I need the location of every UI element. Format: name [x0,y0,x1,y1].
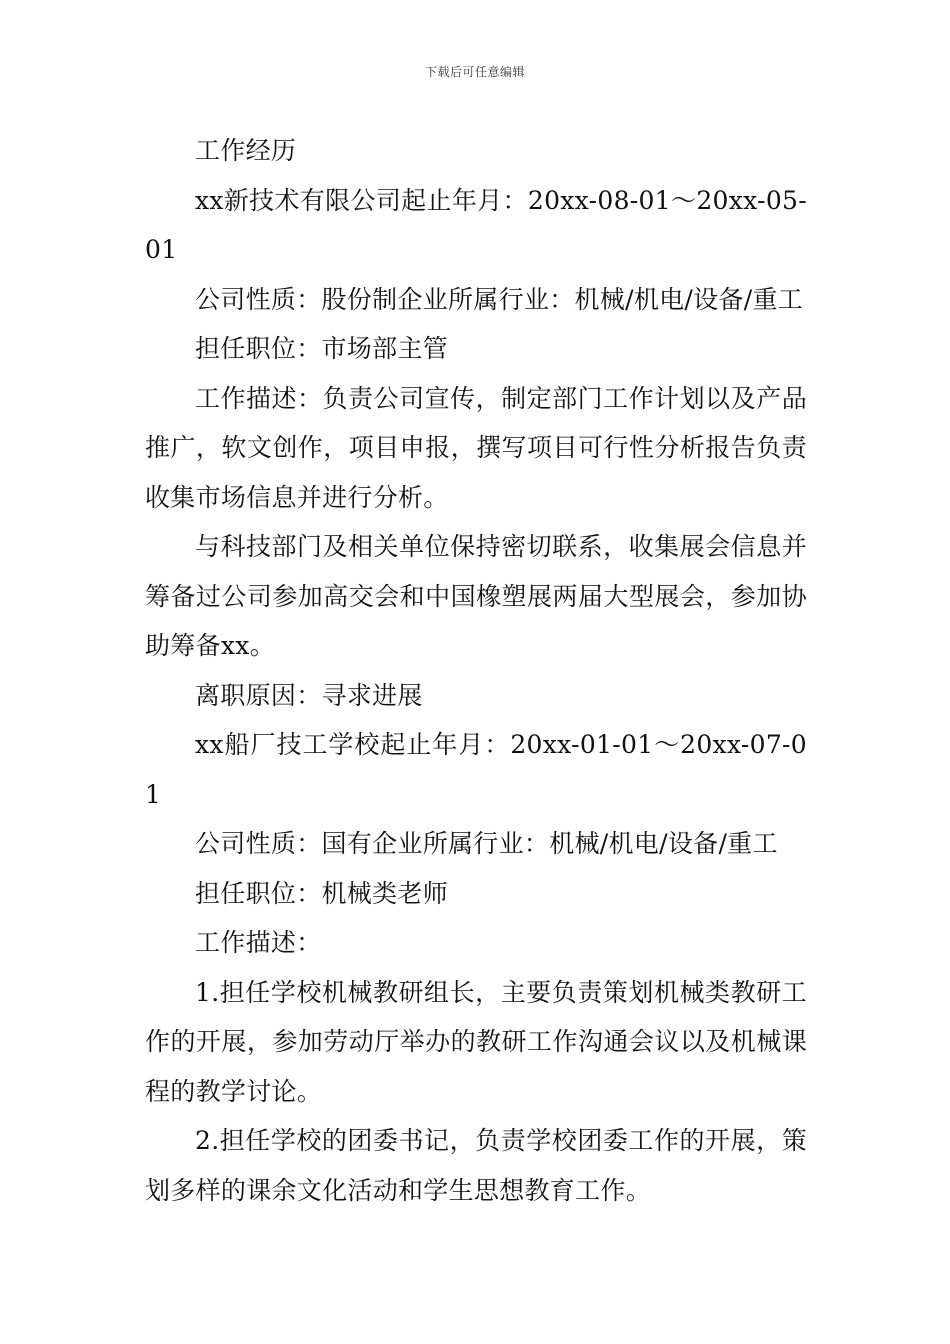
job-1-company-nature: 公司性质：股份制企业所属行业：机械/机电/设备/重工 [195,284,804,314]
job-2-duty-1: 1.担任学校机械教研组长，主要负责策划机械类教研工作的开展，参加劳动厅举办的教研工作沟通会议以及机械课程的教学讨论。 [145,977,807,1106]
job-1-description-continued: 与科技部门及相关单位保持密切联系，收集展会信息并筹备过公司参加高交会和中国橡塑展两届大型展会，参加协助筹备xx。 [145,532,807,660]
job-2-company-period: xx船厂技工学校起止年月：20xx-01-01～20xx-07-01 [145,730,807,809]
job-1-company-period: xx新技术有限公司起止年月：20xx-08-01～20xx-05-01 [145,185,807,264]
job-1-description: 工作描述：负责公司宣传，制定部门工作计划以及产品推广，软文创作，项目申报，撰写项目可行性分析报告负责收集市场信息并进行分析。 [145,383,807,512]
document-body [145,126,807,1215]
job-1-leave-reason: 离职原因：寻求进展 [195,680,423,710]
job-2-duty-2: 2.担任学校的团委书记，负责学校团委工作的开展，策划多样的课余文化活动和学生思想教育工作。 [145,1126,807,1205]
section-heading: 工作经历 [195,136,297,165]
job-2-description-label: 工作描述： [195,928,322,957]
job-1-position: 担任职位：市场部主管 [195,334,449,363]
job-2-company-nature: 公司性质：国有企业所属行业：机械/机电/设备/重工 [195,829,778,858]
page-header-note: 下载后可任意编辑 [424,65,525,79]
job-2-position: 担任职位：机械类老师 [195,878,449,908]
